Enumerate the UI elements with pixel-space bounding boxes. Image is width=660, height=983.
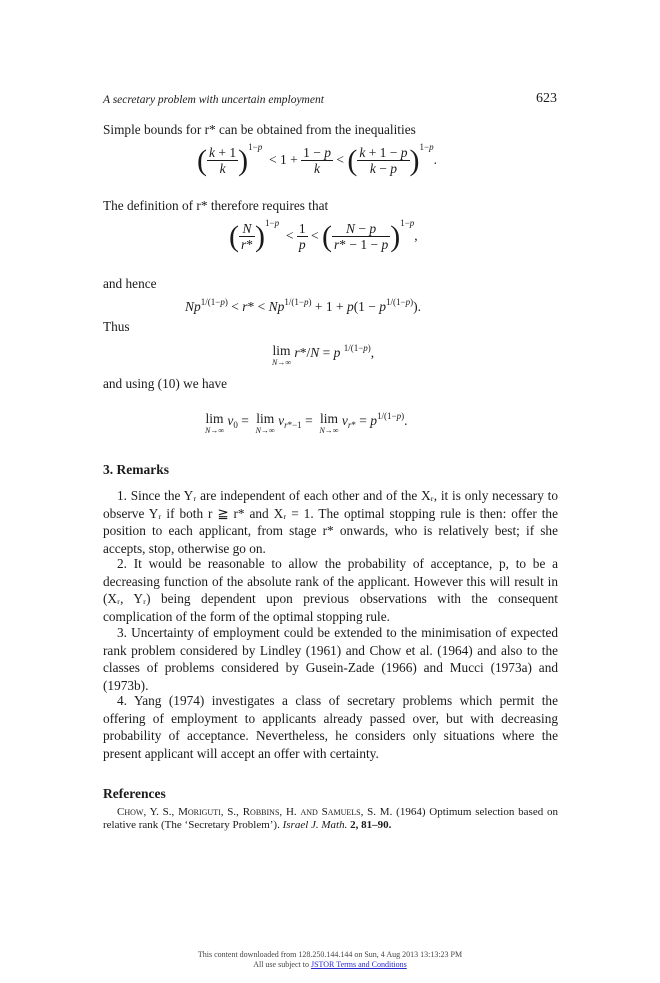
running-title: A secretary problem with uncertain employment: [103, 94, 324, 106]
body-line-bounds: Simple bounds for r* can be obtained from the inequalities: [103, 122, 416, 137]
reference-entry: [103, 806, 558, 832]
terms-notice: [0, 960, 660, 970]
remark-2: 2. It would be reasonable to allow the probability of acceptance, p, to be a decreasing function of the absolute rank of the applicant. However this will result in (Xᵣ, Yᵣ) being dependent upon previous observations with the consequent complication of the form of the optimal stopping rule.: [103, 556, 558, 624]
equation-inequalities: ( $\frac{k + 1}{k}$ )$^{1-p}$ < 1 + $\frac{1 - p}{k}$ < ( $\frac{k + 1 - p}{k - p}$ )$^{1-p}$.: [197, 142, 437, 177]
body-line-definition: The definition of r* therefore requires that: [103, 198, 329, 213]
body-line-using: and using (10) we have: [103, 376, 228, 391]
equation-definition: ( $\frac{N}{r*}$ )$^{1-p}$ < $\frac{1}{p}$ < ( $\frac{N - p}{r* - 1 - p}$ )$^{1-p}$,: [229, 218, 418, 253]
remark-4: 4. Yang (1974) investigates a class of secretary problems which permit the offering of employment to applicants already passed over, but with decreasing probability of acceptance. Nevertheless, he considers only situations where the present applicant will accept an offer with certainty.: [103, 693, 558, 761]
download-notice: This content downloaded from 128.250.144.144 on Sun, 4 Aug 2013 13:13:23 PM: [197, 950, 463, 959]
reference-journal: Israel J. Math.: [282, 819, 348, 831]
equation-bounds: $Np^{1/(1-p)} < r* < Np^{1/(1-p)} + 1 + p(1 - p^{1/(1-p)})$.: [185, 297, 421, 314]
terms-prefix: All use subject to: [253, 960, 309, 969]
reference-volume-pages: 2, 81–90.: [350, 819, 392, 831]
equation-value-limits: lim N→∞ $v_0 = \lim$ N→∞ $v_{r*-1} = \lim$ N→∞ $v_{r*} = p^{1/(1-p)}$.: [205, 411, 408, 435]
jstor-terms-link[interactable]: JSTOR Terms and Conditions: [310, 960, 407, 969]
body-line-thus: Thus: [103, 319, 130, 334]
page-number: 623: [536, 91, 557, 106]
equation-limit: lim N→∞ r*/N = p $^{1/(1-p)}$,: [272, 343, 375, 367]
remark-1: 1. Since the Yᵣ are independent of each other and of the Xᵣ, it is only necessary to observe Yᵣ if both r ≧ r* and Xᵣ = 1. The optimal stopping rule is then: offer the position to each applicant, from stage r* onwards, who is relatively best; if she accepts, stop, otherwise go on.: [103, 488, 558, 556]
references-heading: References: [103, 786, 166, 801]
body-line-hence: and hence: [103, 276, 157, 291]
remark-3: 3. Uncertainty of employment could be extended to the minimisation of expected rank problem considered by Lindley (1961) and Chow et al. (1964) and also to the classes of problems considered by Gusein-Zade (1966) and Mucci (1973a) and (1973b).: [103, 625, 558, 693]
reference-title: (1964) Optimum selection based on relative rank (The ‘Secretary Problem’).: [103, 806, 559, 831]
section-heading: 3. Remarks: [103, 462, 169, 477]
reference-authors: Chow, Y. S., Moriguti, S., Robbins, H. and Samuels, S. M.: [117, 806, 393, 818]
